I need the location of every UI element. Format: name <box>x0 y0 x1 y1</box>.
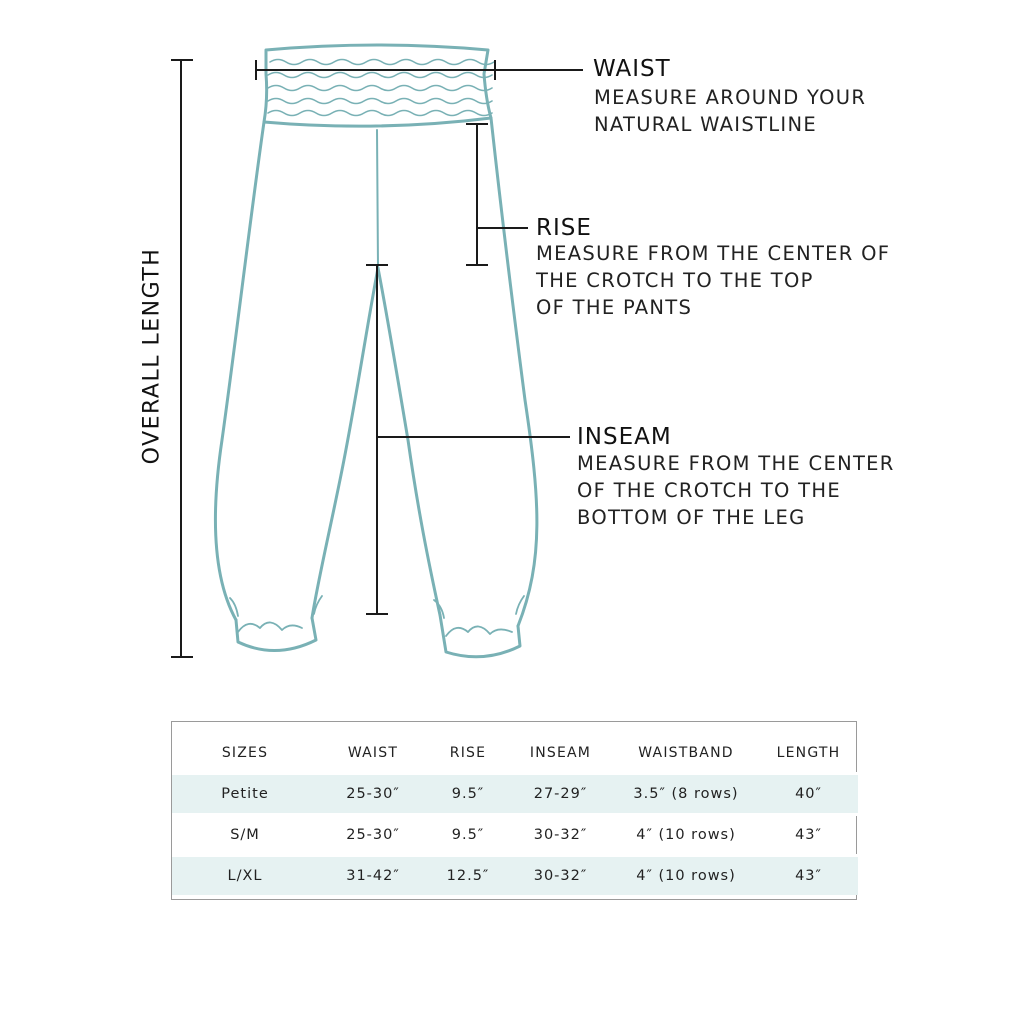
left-leg-inner <box>312 268 378 618</box>
cell-size: S/M <box>230 827 260 843</box>
cell-waist: 25-30″ <box>346 827 400 843</box>
inseam-description <box>577 450 895 531</box>
rise-desc-line: MEASURE FROM THE CENTER OF <box>536 242 891 265</box>
right-leg-inner <box>378 268 440 615</box>
cell-waist: 25-30″ <box>318 774 428 815</box>
inseam-desc-line: OF THE CROTCH TO THE <box>577 479 841 502</box>
cell-length: 43″ <box>759 856 858 896</box>
cell-rise: 9.5″ <box>451 827 485 843</box>
header-inseam: INSEAM <box>529 745 592 761</box>
cell-size: L/XL <box>172 856 318 896</box>
cell-waistband: 3.5″ (8 rows) <box>613 774 759 815</box>
header-rise: RISE <box>449 745 487 761</box>
cell-inseam: 30-32″ <box>533 827 588 843</box>
cell-inseam: 27-29″ <box>508 774 613 815</box>
rise-description <box>536 240 890 321</box>
cell-rise: 12.5″ <box>428 856 508 896</box>
size-chart <box>171 721 857 900</box>
table-header-row <box>172 734 858 774</box>
waistband-smocking <box>268 60 494 116</box>
inseam-title: INSEAM <box>577 424 672 450</box>
table-row <box>172 815 858 856</box>
waist-desc-line: NATURAL WAISTLINE <box>594 113 817 136</box>
header-waist: WAIST <box>347 745 399 761</box>
waist-title: WAIST <box>593 56 671 82</box>
cell-inseam: 30-32″ <box>508 856 613 896</box>
waist-description <box>594 84 866 138</box>
inseam-desc-line: MEASURE FROM THE CENTER <box>577 452 895 475</box>
cell-rise: 9.5″ <box>428 774 508 815</box>
cell-length: 40″ <box>759 774 858 815</box>
right-cuff <box>440 615 520 657</box>
right-leg-outline <box>491 118 537 626</box>
waist-desc-line: MEASURE AROUND YOUR <box>594 86 867 109</box>
inseam-desc-line: BOTTOM OF THE LEG <box>577 506 806 529</box>
left-cuff <box>236 618 316 651</box>
cell-size: Petite <box>172 774 318 815</box>
table-row <box>172 774 858 815</box>
cell-waistband: 4″ (10 rows) <box>636 827 736 843</box>
cell-waist: 31-42″ <box>318 856 428 896</box>
overall-length-label: OVERALL LENGTH <box>139 247 165 465</box>
cell-waistband: 4″ (10 rows) <box>613 856 759 896</box>
rise-title: RISE <box>536 215 592 241</box>
table-row <box>172 856 858 896</box>
left-leg-outline <box>215 122 264 620</box>
rise-desc-line: OF THE PANTS <box>536 296 693 319</box>
rise-desc-line: THE CROTCH TO THE TOP <box>536 269 814 292</box>
size-table <box>172 734 858 895</box>
header-sizes: SIZES <box>221 745 269 761</box>
center-seam <box>377 130 378 268</box>
header-length: LENGTH <box>776 745 841 761</box>
cell-length: 43″ <box>795 827 822 843</box>
header-waistband: WAISTBAND <box>638 745 734 761</box>
